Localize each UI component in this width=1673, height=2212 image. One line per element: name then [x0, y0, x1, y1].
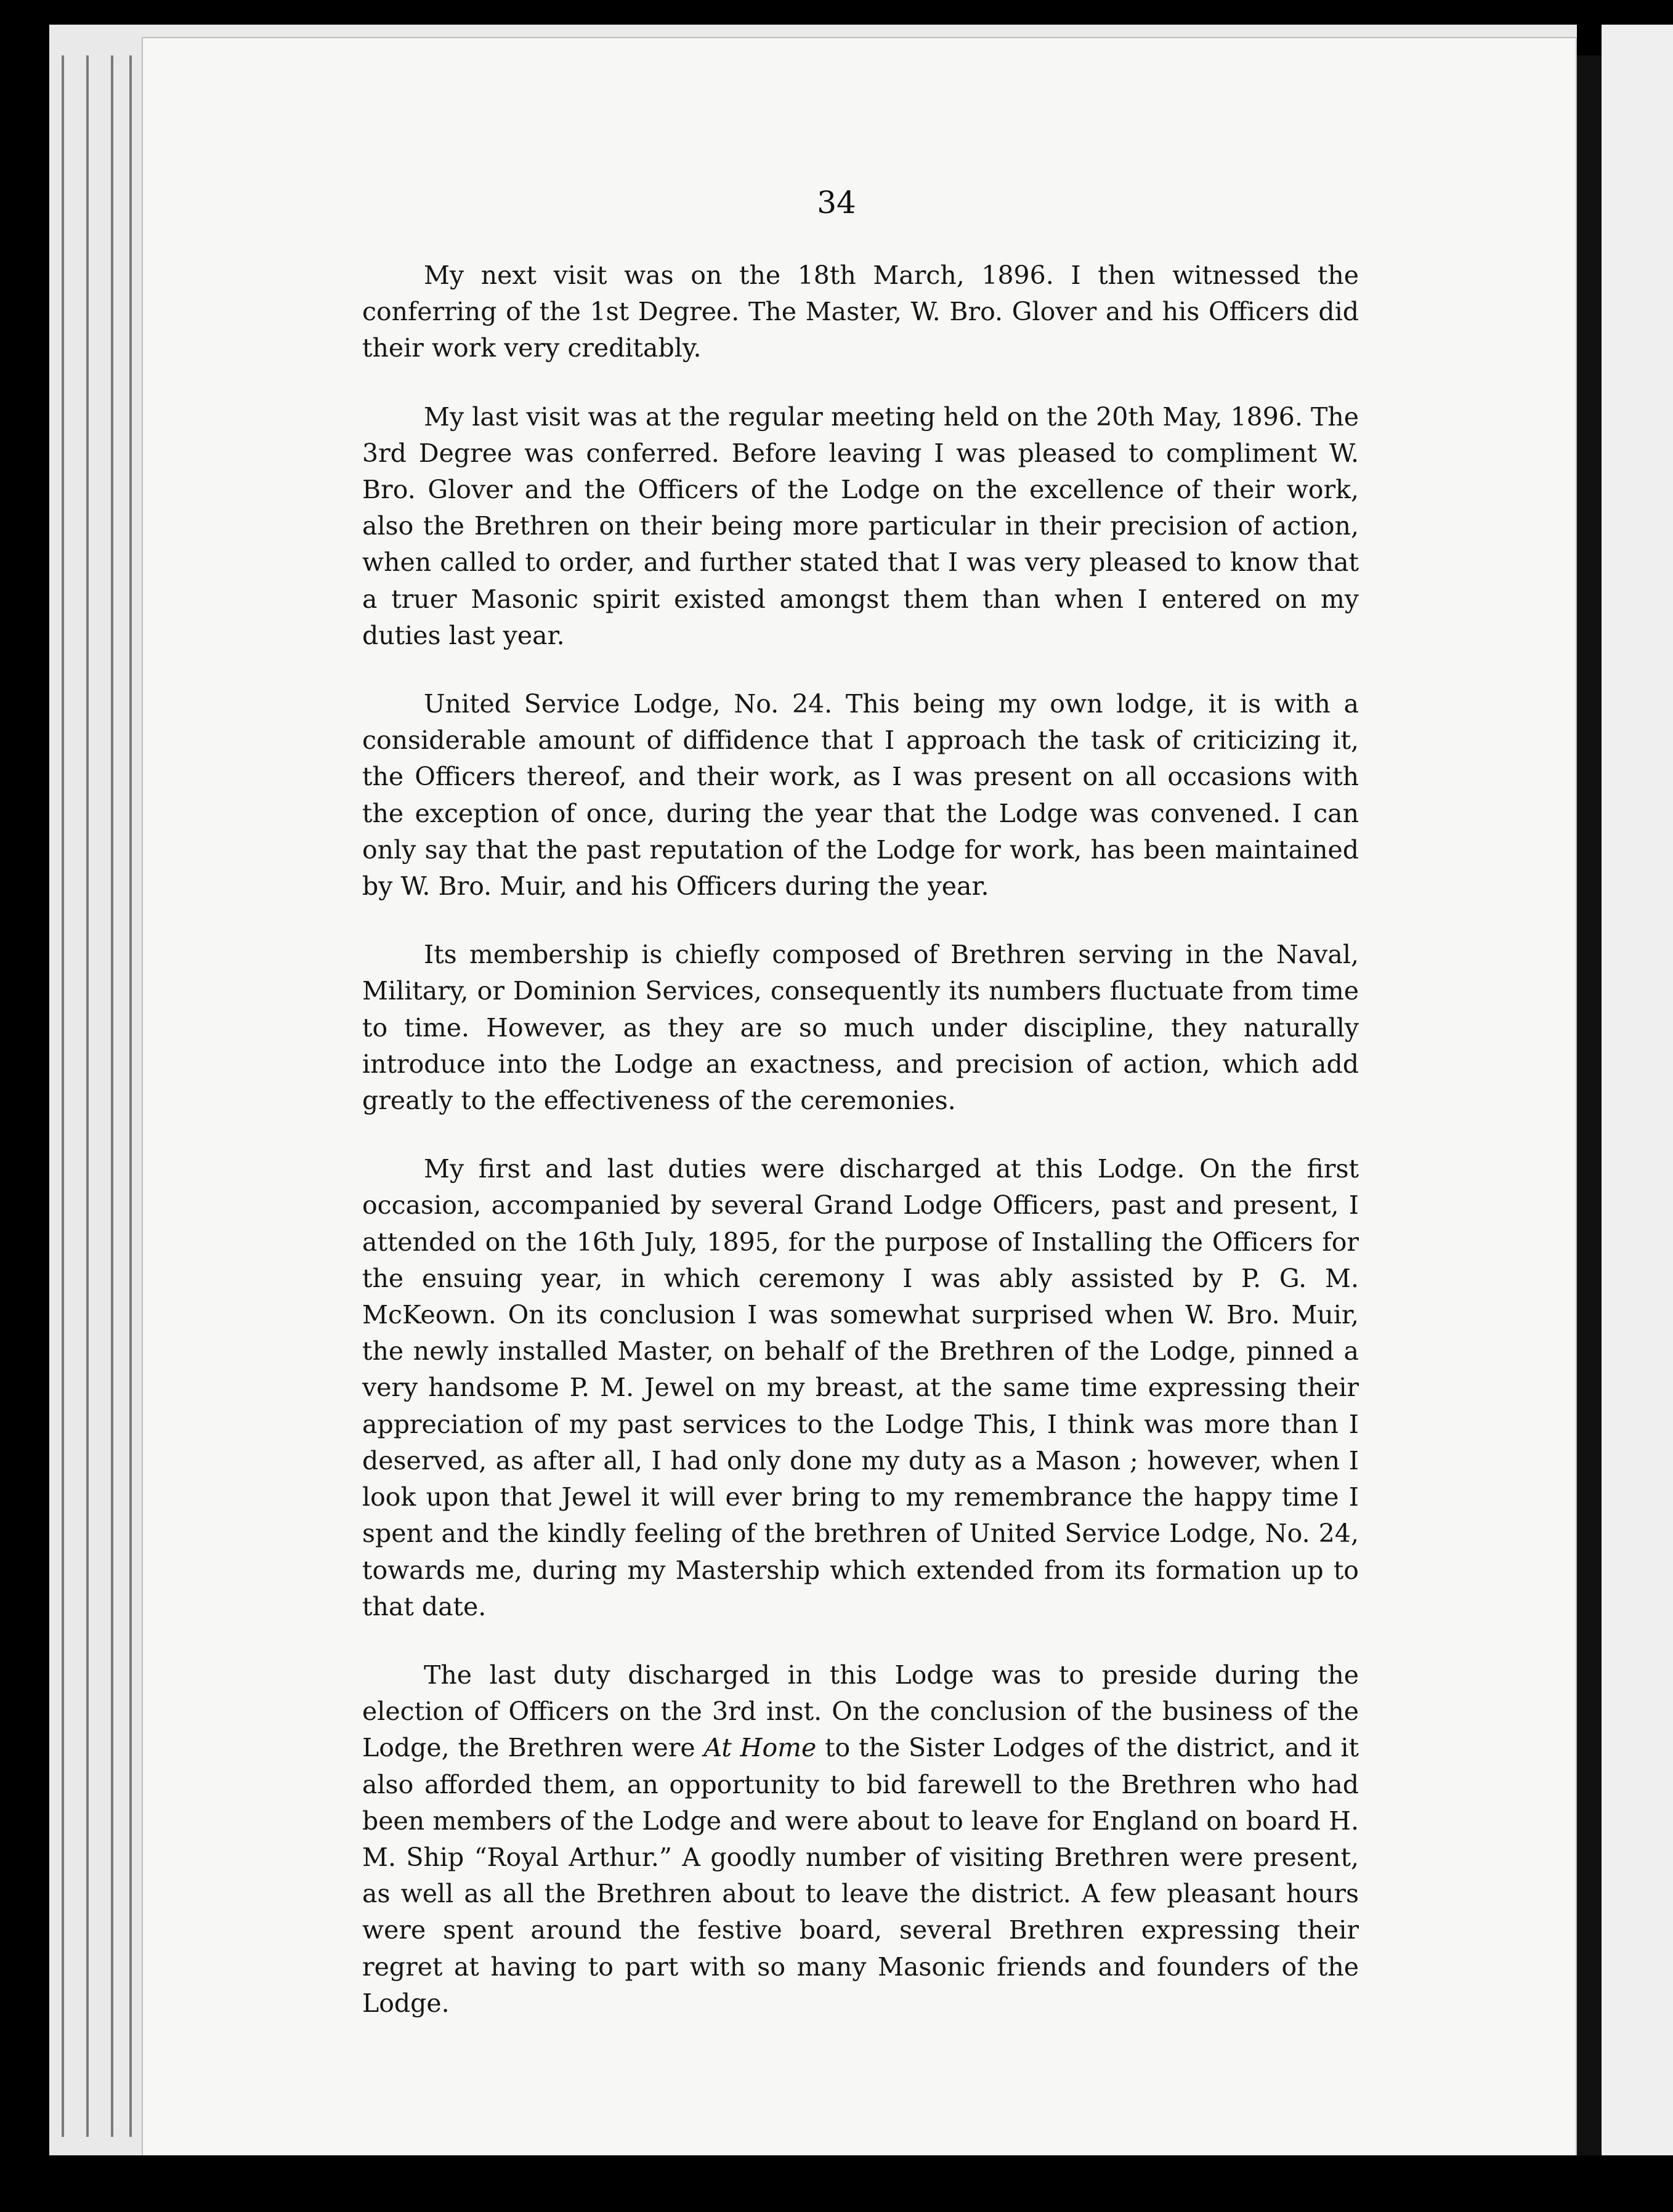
paragraph-1: My next visit was on the 18th March, 1896. I then witnessed the conferring of the 1st Degree. The Master, W. Bro. Glover and his Officers did their work very creditably. — [362, 260, 1359, 363]
page-edge-line — [111, 55, 113, 2137]
paragraph-2: My last visit was at the regular meeting held on the 20th May, 1896. The 3rd Degree was conferred. Before leaving I was pleased to compliment W. Bro. Glover and the Officers of the Lodge on the excellence of their work, also the Brethren on their being more particular in their precision of action, when called to order, and further stated that I was very pleased to know that a truer Masonic spirit existed amongst them than when I entered on my duties last year. — [362, 402, 1359, 650]
page-number: 34 — [817, 185, 856, 220]
facing-page-edge — [1602, 25, 1673, 2180]
paragraph-5: My first and last duties were discharged at this Lodge. On the first occasion, accompanied by several Grand Lodge Officers, past and present, I attended on the 16th July, 1895, for the purpose of Installing the Officers for the ensuing year, in which ceremony I was ably assisted by P. G. M. McKeown. On its conclusion I was somewhat surprised when W. Bro. Muir, the newly installed Master, on behalf of the Brethren of the Lodge, pinned a very handsome P. M. Jewel on my breast, at the same time expressing their appreciation of my past services to the Lodge This, I think was more than I deserved, as after all, I had only done my duty as a Mason ; however, when I look upon that Jewel it will ever bring to my remembrance the happy time I spent and the kindly feeling of the brethren of United Service Lodge, No. 24, towards me, during my Mastership which extended from its formation up to that date. — [362, 1154, 1359, 1621]
page-edge-line — [129, 55, 132, 2137]
page-edge-line — [62, 55, 64, 2137]
paragraph-6-italic-phrase: At Home — [703, 1733, 817, 1763]
scan-bottom-edge — [49, 2155, 1673, 2212]
paragraph-4: Its membership is chiefly composed of Brethren serving in the Naval, Military, or Dominion Services, consequently its numbers fluctuate from time to time. However, as they are so much under discipline, they naturally introduce into the Lodge an exactness, and precision of action, which add greatly to the effectiveness of the ceremonies. — [362, 940, 1359, 1116]
paragraph-6-text-end: to the Sister Lodges of the district, and it also afforded them, an opportunity to bid farewell to the Brethren who had been members of the Lodge and were about to leave for England on board H. M. Ship “Royal Arthur.” A goodly number of visiting Brethren were present, as well as all the Brethren about to leave the district. A few pleasant hours were spent around the festive board, several Brethren expressing their regret at having to part with so many Masonic friends and founders of the Lodge. — [362, 1733, 1359, 2018]
paragraph-3: United Service Lodge, No. 24. This being my own lodge, it is with a considerable amount of diffidence that I approach the task of criticizing it, the Officers thereof, and their work, as I was present on all occasions with the exception of once, during the year that the Lodge was convened. I can only say that the past reputation of the Lodge for work, has been maintained by W. Bro. Muir, and his Officers during the year. — [362, 689, 1359, 902]
paragraph-6 — [362, 1657, 1359, 2022]
binding-shadow — [1577, 55, 1602, 2162]
paragraph-6-text-start: The last duty discharged in this Lodge was to preside during the election of Officers on the 3rd inst. On the conclusion of the business of the Lodge, the Brethren were — [362, 1660, 1359, 1763]
body-text — [362, 257, 1359, 2022]
page-edge-line — [86, 55, 89, 2137]
